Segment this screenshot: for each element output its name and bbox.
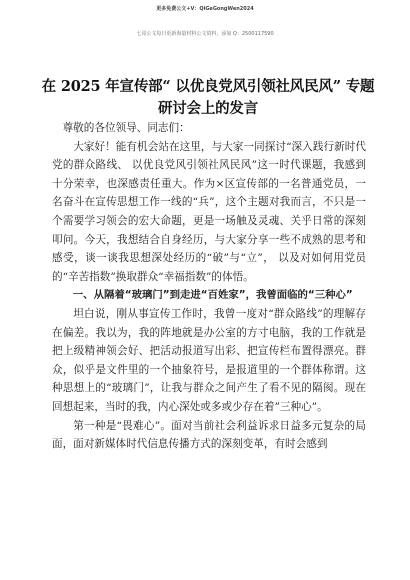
document-body bbox=[52, 119, 366, 454]
paragraph-section1: 坦白说，刚从事宣传工作时，我曾一度对“群众路线”的理解存在偏差。我以为，我的阵地就是办公室的方寸电脑，我的工作就是把上级精神领会好、把活动报道写出彩、把宣传栏布置得漂亮。群众，似乎是文件里的一个抽象符号，是报道里的一个群体称谓。这种思想上的“玻璃门”，让我与群众之间产生了看不见的隔阂。现在回想起来，当时的我，内心深处或多或少存在着”三种心”。 bbox=[52, 307, 366, 413]
promo-subheader: 七哥公文每日更新海量材料公文资料，添加 Q：2500117590 bbox=[136, 31, 274, 37]
salutation: 尊敬的各位领导、同志们： bbox=[62, 122, 190, 134]
document-title: 在 2025 年宣传部“ 以优良党风引领社风民风” 专题研讨会上的发言 bbox=[41, 78, 375, 117]
section-heading-1: 一、从隔着“玻璃门”到走进“百姓家”，我曾面临的“三种心” bbox=[72, 289, 353, 302]
paragraph-intro: 大家好！能有机会站在这里，与大家一同探讨“深入践行新时代党的群众路线、 以优良党风引领社风民风”这一时代课题，我感到十分荣幸，也深感责任重大。作为×区宣传部的一名普通党员，一名奋斗在宣传思想工作一线的“兵”，这个主题对我而言，不只是一个需要学习领会的宏大命题，更是一场触及灵魂、关乎日常的深刻叩问。今天，我想结合自身经历，与大家分享一些不成熟的思考和感受，谈一谈我思想深处经历的“破”与“立”， 以及对如何用党员的“辛苦指数”换取群众“幸福指数”的体悟。 bbox=[52, 140, 366, 283]
promo-header: 更多免费公文+V：QiGeGongWen2024 bbox=[156, 6, 254, 12]
paragraph-first-mindset: 第一种是“畏难心”。面对当前社会利益诉求日益多元复杂的局面，面对新媒体时代信息传播方式的深刻变革，有时会感到 bbox=[52, 419, 366, 451]
